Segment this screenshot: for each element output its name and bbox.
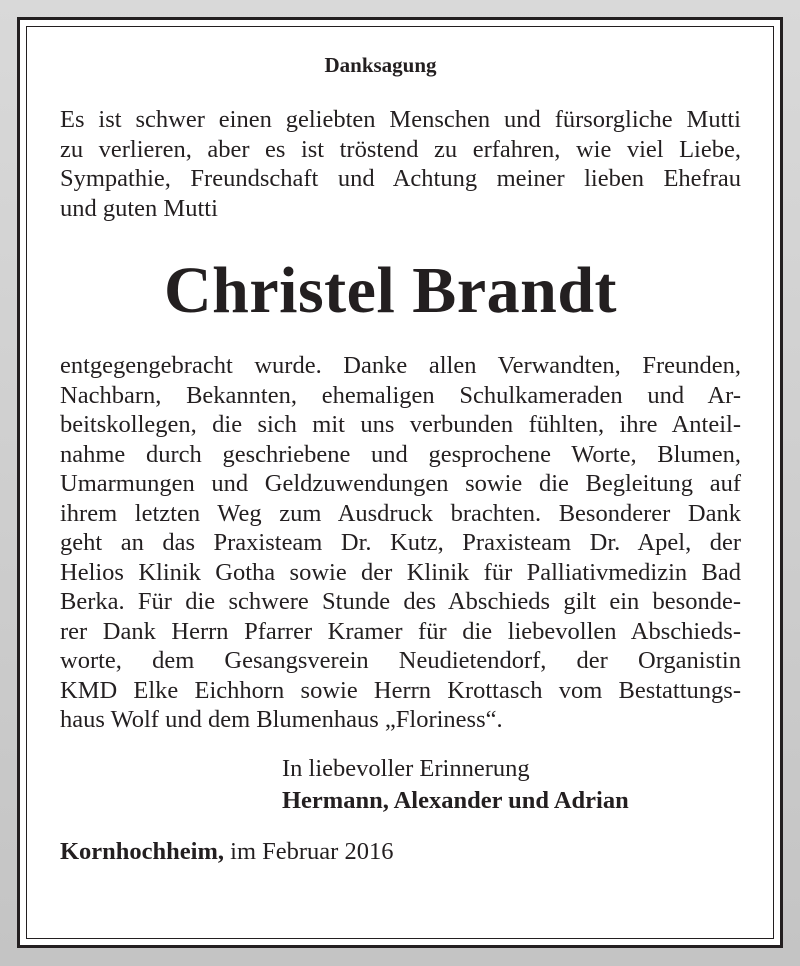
intro-line: Sympathie, Freundschaft und Achtung meiner lieben Ehefrau <box>60 165 741 192</box>
body-line: Helios Klinik Gotha sowie der Klinik für Palliativmedizin Bad <box>60 558 741 586</box>
body-line: haus Wolf und dem Blumenhaus „Floriness“. <box>60 706 503 733</box>
body-line: rer Dank Herrn Pfarrer Kramer für die liebevollen Abschieds- <box>60 617 741 645</box>
body-line: Nachbarn, Bekannten, ehemaligen Schulkameraden und Ar- <box>60 381 741 409</box>
body-line: Umarmungen und Geldzuwendungen sowie die Begleitung auf <box>60 470 741 497</box>
deceased-name: Christel Brandt <box>164 254 617 327</box>
notice-date: im Februar 2016 <box>224 837 394 865</box>
closing-block <box>282 753 741 817</box>
intro-line: und guten Mutti <box>60 194 218 222</box>
body-line: KMD Elke Eichhorn sowie Herrn Krottasch vom Bestattungs- <box>60 676 741 704</box>
intro-line: Es ist schwer einen geliebten Menschen und fürsorgliche Mutti <box>60 106 741 133</box>
closing-names: Hermann, Alexander und Adrian <box>282 786 629 814</box>
body-line: Berka. Für die schwere Stunde des Abschieds gilt ein besonde- <box>60 588 741 615</box>
body-paragraph <box>60 351 741 735</box>
body-line: geht an das Praxisteam Dr. Kutz, Praxisteam Dr. Apel, der <box>60 529 741 556</box>
body-line: nahme durch geschriebene und gesprochene Worte, Blumen, <box>60 440 741 468</box>
intro-line: zu verlieren, aber es ist tröstend zu erfahren, wie viel Liebe, <box>60 135 741 163</box>
place-date-line <box>60 837 741 867</box>
body-line: ihrem letzten Weg zum Ausdruck brachten. Besonderer Dank <box>60 499 741 527</box>
notice-heading: Danksagung <box>324 53 437 77</box>
body-line: beitskollegen, die sich mit uns verbunden fühlten, ihre Anteil- <box>60 411 741 438</box>
place-name: Kornhochheim, <box>60 837 225 865</box>
notice-content <box>60 51 741 867</box>
body-line: entgegengebracht wurde. Danke allen Verwandten, Freunden, <box>60 352 741 379</box>
intro-paragraph <box>60 105 741 223</box>
closing-phrase: In liebevoller Erinnerung <box>282 754 530 782</box>
body-line: worte, dem Gesangsverein Neudietendorf, der Organistin <box>60 647 741 674</box>
